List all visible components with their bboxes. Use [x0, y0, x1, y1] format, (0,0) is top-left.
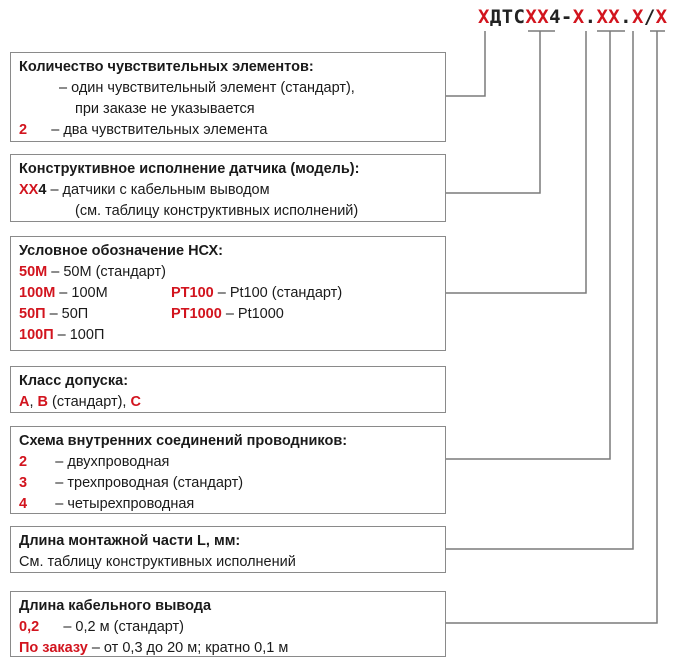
section-title: Длина кабельного вывода: [19, 598, 212, 614]
option-row: [19, 617, 437, 638]
option-text: – 50П: [45, 306, 89, 322]
option-key: 100М: [19, 285, 56, 301]
section-title: Класс допуска:: [19, 373, 129, 389]
section-nsh: [10, 236, 446, 351]
connector-3: [446, 31, 586, 293]
option-key-suffix: 4: [38, 182, 47, 198]
option-col2: [171, 304, 284, 325]
section-wiring: [10, 426, 446, 514]
option-row: [19, 473, 437, 494]
option-text: – четырехпроводная: [55, 496, 195, 512]
connector-1: [446, 31, 485, 96]
section-sensor-count: [10, 52, 446, 142]
section-cable-length: [10, 591, 446, 657]
code-part-7: .: [584, 6, 597, 28]
code-part-12: Х: [655, 6, 668, 28]
option-text: – 100П: [53, 327, 105, 343]
option-text: – датчики с кабельным выводом: [46, 182, 270, 198]
option-row: [19, 120, 437, 141]
section-title: Схема внутренних соединений проводников:: [19, 433, 348, 449]
option-row: [19, 638, 437, 659]
section-model: [10, 154, 446, 222]
option-text: – от 0,3 до 20 м; кратно 0,1 м: [87, 640, 289, 656]
option-key: C: [130, 394, 141, 410]
code-part-6: Х: [572, 6, 585, 28]
code-part-3: ХХ: [525, 6, 550, 28]
option-key: PT100: [171, 285, 214, 301]
option-key: По заказу: [19, 640, 88, 656]
code-part-10: Х: [631, 6, 644, 28]
option-row: [19, 392, 437, 413]
section-tolerance: [10, 366, 446, 413]
option-key: 3: [19, 475, 28, 491]
code-part-11: /: [643, 6, 656, 28]
section-mount-length: [10, 526, 446, 573]
option-key: 4: [19, 496, 28, 512]
connector-6: [446, 31, 665, 623]
option-key: PT1000: [171, 306, 222, 322]
option-text: – Pt100 (стандарт): [213, 285, 343, 301]
option-separator: ,: [29, 394, 38, 410]
section-title: Условное обозначение НСХ:: [19, 243, 223, 259]
option-row: [19, 325, 437, 346]
option-text: – трехпроводная (стандарт): [55, 475, 244, 491]
option-text: – двухпроводная: [55, 454, 170, 470]
option-line: – один чувствительный элемент (стандарт),: [59, 80, 355, 96]
option-line: при заказе не указывается: [75, 101, 255, 117]
option-col2: [171, 283, 342, 304]
option-text: (стандарт),: [48, 394, 131, 410]
option-key: A: [19, 394, 30, 410]
option-key: ХХ: [19, 182, 39, 198]
product-code: [478, 4, 668, 30]
code-part-9: .: [620, 6, 632, 28]
section-title: Количество чувствительных элементов:: [19, 59, 314, 75]
option-text: – два чувствительных элемента: [51, 122, 268, 138]
option-row: [19, 304, 437, 325]
code-part-1: Х: [478, 6, 490, 28]
option-key: B: [37, 394, 49, 410]
option-key: 2: [19, 122, 28, 138]
code-part-8: ХХ: [596, 6, 621, 28]
code-part-5: -: [560, 6, 573, 28]
option-text: – 50М (стандарт): [47, 264, 166, 280]
option-row: [19, 180, 437, 201]
option-text: – 100М: [55, 285, 108, 301]
option-row: [19, 283, 437, 304]
option-key: 50П: [19, 306, 46, 322]
option-key: 0,2: [19, 619, 40, 635]
option-line: (см. таблицу конструктивных исполнений): [75, 203, 359, 219]
option-row: [19, 452, 437, 473]
code-part-4: 4: [549, 6, 561, 28]
option-key: 50М: [19, 264, 48, 280]
option-key: 2: [19, 454, 28, 470]
option-text: – 0,2 м (стандарт): [63, 619, 184, 635]
connector-2: [446, 31, 555, 193]
code-part-2: ДТС: [489, 6, 526, 28]
option-text: – Pt1000: [221, 306, 284, 322]
option-line: См. таблицу конструктивных исполнений: [19, 554, 296, 570]
option-key: 100П: [19, 327, 54, 343]
option-row: [19, 262, 437, 283]
option-row: [19, 494, 437, 515]
section-title: Конструктивное исполнение датчика (модель):: [19, 161, 360, 177]
section-title: Длина монтажной части L, мм:: [19, 533, 241, 549]
connector-4: [446, 31, 625, 459]
